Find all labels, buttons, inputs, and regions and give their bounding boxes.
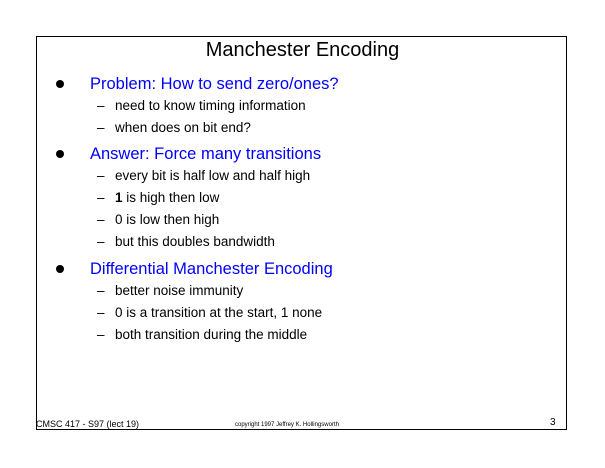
bullet-dot-icon bbox=[56, 80, 64, 88]
sub-item-text: need to know timing information bbox=[115, 98, 306, 113]
sub-item-text bbox=[115, 190, 219, 206]
sub-item-text: 0 is low then high bbox=[115, 212, 220, 227]
dash-icon: – bbox=[97, 283, 105, 298]
footer-course: CMSC 417 - S97 (lect 19) bbox=[36, 419, 140, 429]
dash-icon: – bbox=[97, 305, 105, 320]
bullet-heading: Answer: Force many transitions bbox=[90, 145, 322, 163]
footer-copyright: copyright 1997 Jeffrey K. Hollingsworth bbox=[235, 422, 339, 428]
dash-icon: – bbox=[97, 190, 105, 205]
slide-frame bbox=[36, 36, 567, 430]
dash-icon: – bbox=[97, 98, 105, 113]
sub-item-rest: is high then low bbox=[122, 190, 220, 205]
bullet-dot-icon bbox=[56, 150, 64, 158]
bullet-dot-icon bbox=[56, 265, 64, 273]
sub-item-text: 0 is a transition at the start, 1 none bbox=[115, 305, 323, 320]
bullet-heading: Problem: How to send zero/ones? bbox=[90, 75, 339, 93]
dash-icon: – bbox=[97, 120, 105, 135]
sub-item-text: better noise immunity bbox=[115, 283, 244, 298]
slide-title: Manchester Encoding bbox=[205, 39, 400, 61]
sub-item-text: both transition during the middle bbox=[115, 327, 308, 342]
bullet-heading: Differential Manchester Encoding bbox=[90, 260, 333, 278]
sub-item-text: when does on bit end? bbox=[115, 120, 251, 135]
bold-one: 1 bbox=[115, 190, 123, 205]
dash-icon: – bbox=[97, 168, 105, 183]
dash-icon: – bbox=[97, 212, 105, 227]
sub-item-text: but this doubles bandwidth bbox=[115, 234, 275, 249]
dash-icon: – bbox=[97, 234, 105, 249]
sub-item-text: every bit is half low and half high bbox=[115, 168, 311, 183]
dash-icon: – bbox=[97, 327, 105, 342]
page-number: 3 bbox=[550, 417, 556, 428]
